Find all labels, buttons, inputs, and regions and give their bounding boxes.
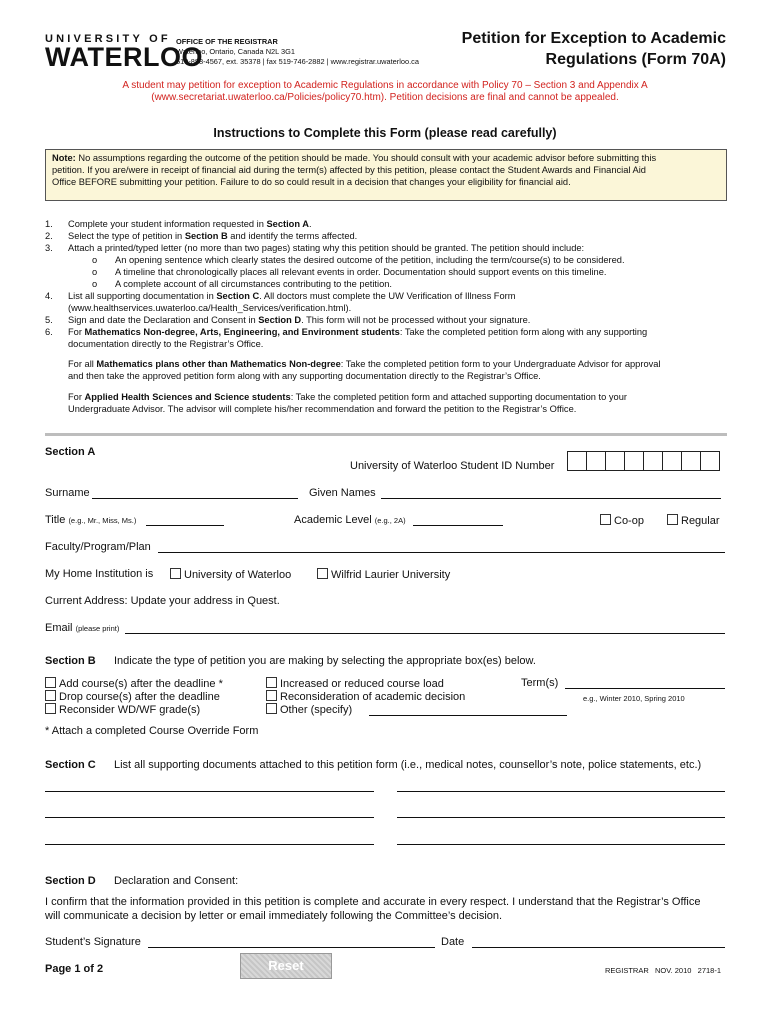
document-field-3[interactable] xyxy=(45,817,374,818)
declaration-text-line1: I confirm that the information provided in this petition is complete and accurate in every respect. I understand that the Registrar’s Office xyxy=(45,896,701,908)
surname-field[interactable] xyxy=(92,498,298,499)
regular-checkbox[interactable]: Regular xyxy=(667,514,720,527)
email-field[interactable] xyxy=(125,633,725,634)
instruction-steps: 1. Complete your student information requested in Section A. 2. Select the type of petition in Section B and identify the terms affected. 3. Attach a printed/typed letter (no more than two pages) stating why this petition should be granted. The petition should include: o An opening sentence which clearly states the desired outcome of the petition, including the term/course(s) to be considered. o A timeline that chronologically places all relevant events in order. Documentation should support events on this timeline. o A complete account of all circumstances contributing to the petition. 4. List all supporting documentation in Section C. All doctors must complete the UW Verification of Illness Form (www.healthservices.uwaterloo.ca/Health_Services/verification.html). 5. Sign and date the Declaration and Consent in Section D. This form will not be processed without your signature. 6. For Mathematics Non-degree, Arts, Engineering, and Environment students: Take the completed petition form along with any supporting documentation directly to the Registrar’s Office. xyxy=(45,219,648,349)
address-note: Current Address: Update your address in Quest. xyxy=(45,595,280,607)
given-names-label: Given Names xyxy=(309,487,376,499)
section-d-heading: Section D xyxy=(45,875,96,887)
waterloo-logo-text: WATERLOO xyxy=(45,42,203,72)
instructions-heading: Instructions to Complete this Form (please read carefully) xyxy=(213,126,557,140)
student-id-label: University of Waterloo Student ID Number xyxy=(350,460,555,472)
declaration-text-line2: will communicate a decision by letter or email immediately following the Committee’s decision. xyxy=(45,910,503,922)
policy-notice-line1: A student may petition for exception to Academic Regulations in accordance with Policy 70 – Section 3 and Appendix A xyxy=(122,80,648,91)
document-field-1[interactable] xyxy=(45,791,374,792)
math-plans-paragraph: For all Mathematics plans other than Mathematics Non-degree: Take the completed petition form to your Undergraduate Advisor for approval and then take the approved petition form along with any supporting documentation directly to the Registrar’s Office. xyxy=(68,359,661,382)
wlu-checkbox-box[interactable] xyxy=(317,568,328,579)
section-c-heading: Section C xyxy=(45,759,96,771)
course-load-box[interactable] xyxy=(266,677,277,688)
email-label: Email (please print) xyxy=(45,622,120,634)
note-line1: No assumptions regarding the outcome of the petition should be made. You should consult with your academic advisor before submitting this xyxy=(75,153,657,163)
title-label: Title (e.g., Mr., Miss, Ms.) xyxy=(45,514,137,526)
add-course-box[interactable] xyxy=(45,677,56,688)
drop-course-box[interactable] xyxy=(45,690,56,701)
wd-wf-box[interactable] xyxy=(45,703,56,714)
student-id-digit-1[interactable] xyxy=(567,451,587,471)
academic-level-field[interactable] xyxy=(413,525,503,526)
ahs-science-paragraph: For Applied Health Sciences and Science students: Take the completed petition form and attached supporting documentation to your Undergraduate Advisor. The advisor will complete his/her recommendation and forward the petition to the Registrar’s Office. xyxy=(68,392,627,415)
document-field-6[interactable] xyxy=(397,844,725,845)
course-override-footnote: * Attach a completed Course Override Form xyxy=(45,725,259,737)
other-box[interactable] xyxy=(266,703,277,714)
date-label: Date xyxy=(441,936,465,948)
coop-checkbox[interactable]: Co-op xyxy=(600,514,644,527)
student-id-digit-5[interactable] xyxy=(643,451,663,471)
student-id-digit-4[interactable] xyxy=(624,451,644,471)
section-c-instruction: List all supporting documents attached to this petition form (i.e., medical notes, counsellor’s note, police statements, etc.) xyxy=(114,759,702,771)
section-b-heading: Section B xyxy=(45,655,96,667)
reconsideration-checkbox[interactable]: Reconsideration of academic decision xyxy=(266,690,465,703)
wd-wf-checkbox[interactable]: Reconsider WD/WF grade(s) xyxy=(45,703,200,716)
reconsideration-box[interactable] xyxy=(266,690,277,701)
title-field[interactable] xyxy=(146,525,224,526)
university-of-text: UNIVERSITY OF xyxy=(45,33,171,45)
office-address: Waterloo, Ontario, Canada N2L 3G1 xyxy=(176,47,295,56)
home-institution-label: My Home Institution is xyxy=(45,568,154,580)
document-field-5[interactable] xyxy=(45,844,374,845)
office-contact: 519-888-4567, ext. 35378 | fax 519-746-2882 | www.registrar.uwaterloo.ca xyxy=(176,57,419,66)
student-id-digit-8[interactable] xyxy=(700,451,720,471)
office-title: OFFICE OF THE REGISTRAR xyxy=(176,37,278,46)
academic-level-hint: (e.g., 2A) xyxy=(374,516,406,525)
coop-checkbox-box[interactable] xyxy=(600,514,611,525)
date-field[interactable] xyxy=(472,947,725,948)
document-field-2[interactable] xyxy=(397,791,725,792)
surname-label: Surname xyxy=(45,487,90,499)
student-id-digit-2[interactable] xyxy=(586,451,606,471)
academic-level-label: Academic Level (e.g., 2A) xyxy=(294,514,406,526)
drop-course-checkbox[interactable]: Drop course(s) after the deadline xyxy=(45,690,220,703)
student-id-digit-3[interactable] xyxy=(605,451,625,471)
email-hint: (please print) xyxy=(75,624,120,633)
document-field-4[interactable] xyxy=(397,817,725,818)
note-line2: petition. If you are/were in receipt of financial aid during the term(s) affected by this petition, please contact the Student Awards and Financial Aid xyxy=(52,165,646,175)
student-id-digit-7[interactable] xyxy=(681,451,701,471)
faculty-field[interactable] xyxy=(158,552,725,553)
note-line3: Office BEFORE submitting your petition. Failure to do so could result in a decision that changes your eligibility for financial aid. xyxy=(52,177,571,187)
note-label: Note: xyxy=(52,153,76,163)
section-b-instruction: Indicate the type of petition you are making by selecting the appropriate box(es) below. xyxy=(114,655,536,667)
page-indicator: Page 1 of 2 xyxy=(45,963,104,975)
add-course-checkbox[interactable]: Add course(s) after the deadline * xyxy=(45,677,223,690)
note-box xyxy=(45,149,727,201)
faculty-label: Faculty/Program/Plan xyxy=(45,541,151,553)
uw-checkbox-box[interactable] xyxy=(170,568,181,579)
section-divider xyxy=(45,433,727,436)
section-d-subtitle: Declaration and Consent: xyxy=(114,875,239,887)
other-checkbox[interactable]: Other (specify) xyxy=(266,703,352,716)
course-load-checkbox[interactable]: Increased or reduced course load xyxy=(266,677,444,690)
form-code: REGISTRAR NOV. 2010 2718-1 xyxy=(605,966,722,975)
terms-hint: e.g., Winter 2010, Spring 2010 xyxy=(583,694,685,703)
form-title-line1: Petition for Exception to Academic xyxy=(461,30,726,47)
uw-checkbox[interactable]: University of Waterloo xyxy=(170,568,291,581)
terms-label: Term(s) xyxy=(521,677,559,689)
title-hint: (e.g., Mr., Miss, Ms.) xyxy=(68,516,137,525)
signature-field[interactable] xyxy=(148,947,435,948)
section-a-heading: Section A xyxy=(45,446,96,458)
reset-button[interactable]: Reset xyxy=(240,953,332,979)
policy-notice-line2: (www.secretariat.uwaterloo.ca/Policies/policy70.htm). Petition decisions are final and cannot be appealed. xyxy=(151,92,619,103)
regular-checkbox-box[interactable] xyxy=(667,514,678,525)
terms-field[interactable] xyxy=(565,688,725,689)
given-names-field[interactable] xyxy=(381,498,721,499)
form-title-line2: Regulations (Form 70A) xyxy=(545,51,726,68)
signature-label: Student’s Signature xyxy=(45,936,141,948)
student-id-digit-6[interactable] xyxy=(662,451,682,471)
other-specify-field[interactable] xyxy=(369,715,567,716)
wlu-checkbox[interactable]: Wilfrid Laurier University xyxy=(317,568,450,581)
